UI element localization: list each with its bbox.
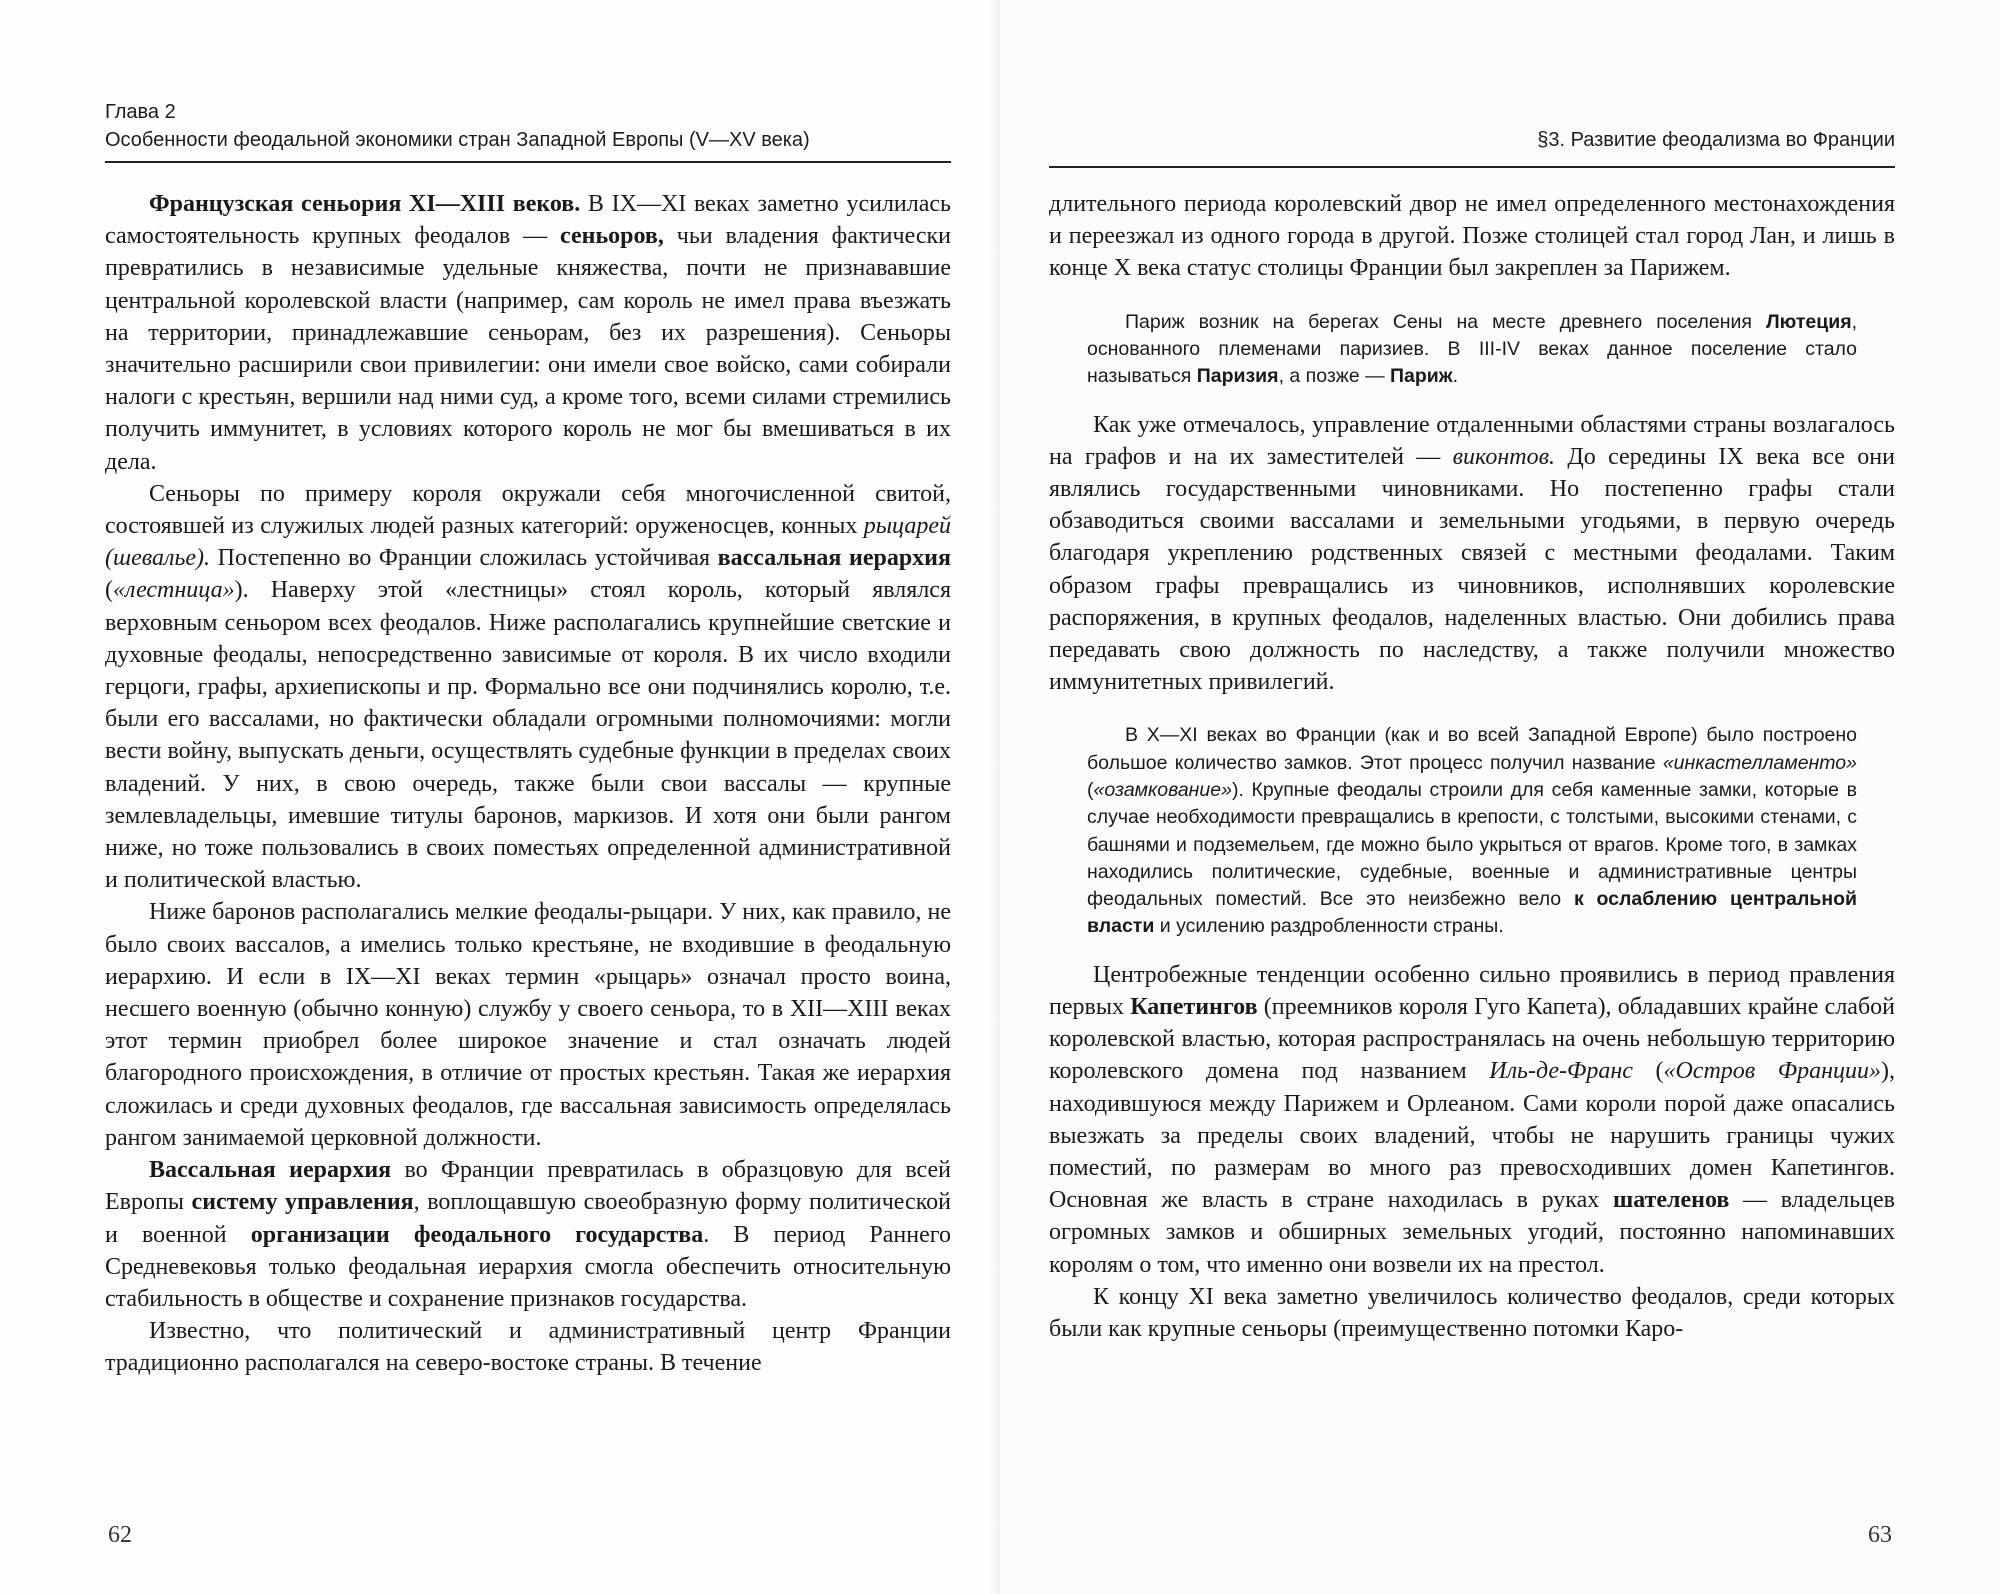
header-rule (1049, 166, 1895, 168)
bold-term: Лютеция (1765, 310, 1852, 333)
text-run: В IX—XI веках заметно усилилась самостоятельность крупных феодалов — (105, 191, 951, 250)
italic-term: рыцарей (шевалье). (105, 513, 951, 572)
text-run: ), находившуюся между Парижем и Орлеаном. Сами короли порой даже опасались выезжать за пределы своих владений, чтобы не нарушить границы чужих поместий, по размерам во много раз превосходивших домен Капетингов. Основная же власть в стране находилась в руках (1049, 1058, 1895, 1214)
text-run: (преемников короля Гуго Капета), обладавших крайне слабой королевской властью, которая распространялась на очень небольшую территорию королевского домена под названием (1049, 993, 1895, 1085)
paragraph (1049, 1281, 1895, 1345)
text-run: ( (1087, 778, 1094, 801)
text-run: , воплощавшую своеобразную форму политической и военной (105, 1189, 951, 1248)
page-number: 63 (1868, 1522, 1892, 1548)
note-text (1087, 309, 1857, 391)
text-run: К концу XI века заметно увеличилось количество феодалов, среди которых были как крупные сеньоры (преимущественно потомки Каро- (1049, 1283, 1895, 1342)
bold-term: Паризия (1196, 365, 1279, 388)
text-run: и усилению раздробленности страны. (1154, 915, 1504, 938)
text-run: . В период Раннего Средневековья только феодальная иерархия смогла обеспечить относительную стабильность в обществе и сохранение признаков государства. (105, 1221, 951, 1312)
paragraph (105, 896, 951, 1154)
sidebar-note (1087, 309, 1857, 391)
bold-term: Французская сеньория XI—XIII веков. (149, 191, 581, 217)
text-run: , основанного племенами паризиев. В III-IV веках данное поселение стало называться (1087, 310, 1857, 388)
paragraph (1049, 188, 1895, 285)
bold-term: сеньоров, (560, 223, 664, 250)
bold-term: к ослаблению центральной власти (1087, 888, 1857, 938)
section-title: §3. Развитие феодализма во Франции (1537, 129, 1895, 151)
paragraph (105, 1315, 951, 1379)
italic-term: «лестница» (113, 577, 235, 604)
right-page (1000, 0, 2000, 1594)
sidebar-note (1087, 722, 1857, 940)
bold-term: систему управления (191, 1189, 414, 1216)
chapter-label: Глава 2 (105, 101, 176, 123)
left-text-column (105, 188, 951, 1380)
right-text-column (1049, 188, 1895, 1345)
text-run: чьи владения фактически превратились в независимые удельные княжества, почти не признававшие центральной королевской власти (например, сам король не имел права въезжать на территории, принадлежавшие сеньорам, без их разрешения). Сеньоры значительно расширили свои привилегии: они имели свое войско, сами собирали налоги с крестьян, вершили над ними суд, а кроме того, всеми силами стремились получить иммунитет, в условиях которого король не мог бы вмешиваться в их дела. (105, 223, 952, 475)
text-run: ). Наверху этой «лестницы» стоял король, который являлся верховным сеньором всех феодалов. Ниже располагались крупнейшие светские и духовные феодалы, непосредственно зависимые от короля. В их число входили герцоги, графы, архиепископы и пр. Формально все они подчинялись королю, т.е. были его вассалами, но фактически обладали огромными полномочиями: могли вести войну, выпускать деньги, осуществлять судебные функции в пределах своих владений. У них, в свою очередь, также были свои вассалы — крупные землевладельцы, имевшие титулы баронов, маркизов. И хотя они были рангом ниже, но тоже пользовались в своих поместьях определенной административной и политической властью. (105, 577, 951, 894)
italic-term: виконтов. (1452, 443, 1556, 470)
text-run: Центробежные тенденции особенно сильно проявились в период правления первых (1049, 961, 1895, 1020)
text-run: длительного периода королевский двор не имел определенного местонахождения и переезжал из одного города в другой. Позже столицей стал город Лан, и лишь в конце X века статус столицы Франции был закреплен за Парижем. (1049, 191, 1895, 282)
bold-term: шателенов (1612, 1187, 1730, 1214)
text-run: ( (1632, 1058, 1664, 1085)
text-run: — владельцев огромных замков и обширных земельных угодий, постоянно напоминавших королям о том, что именно они возвели их на престол. (1049, 1187, 1895, 1278)
bold-term: Вассальная иерархия (149, 1157, 392, 1184)
text-run: Ниже баронов располагались мелкие феодалы-рыцари. У них, как правило, не было своих вассалов, а имелись только крестьяне, не входившие в феодальную иерархию. И если в IX—XI веках термин «рыцарь» означал просто воина, несшего военную (обычно конную) службу у своего сеньора, то в XII—XIII веках этот термин приобрел более широкое значение и стал означать людей благородного происхождения, в отличие от простых крестьян. Такая же иерархия сложилась и среди духовных феодалов, где вассальная зависимость определялась рангом занимаемой церковной должности. (105, 899, 951, 1151)
bold-term: вассальная иерархия (717, 545, 951, 572)
paragraph (105, 188, 951, 478)
text-run: Известно, что политический и административный центр Франции традиционно располагался на северо-востоке страны. В течение (105, 1318, 951, 1377)
text-run: Постепенно во Франции сложилась устойчивая (210, 545, 718, 572)
chapter-title: Особенности феодальной экономики стран Западной Европы (V—XV века) (105, 129, 810, 151)
italic-term: «инкастелламенто» (1662, 751, 1857, 774)
header-rule (105, 161, 951, 163)
text-run: В X—XI веках во Франции (как и во всей Западной Европе) было построено большое количество замков. Этот процесс получил название (1087, 724, 1857, 774)
italic-term: Иль-де-Франс (1489, 1058, 1633, 1085)
bold-term: Париж (1390, 365, 1453, 388)
text-run: . (1452, 365, 1459, 388)
bold-term: Капетингов (1130, 993, 1258, 1020)
text-run: Париж возник на берегах Сены на месте древнего поселения (1125, 310, 1766, 333)
paragraph (1049, 409, 1895, 699)
text-run: ). Крупные феодалы строили для себя каменные замки, которые в случае необходимости превращались в крепости, с толстыми, высокими стенами, с башнями и подземельем, где можно было укрыться от врагов. Кроме того, в замках находились политические, судебные, военные и административные центры феодальных поместий. Все это неизбежно вело (1087, 778, 1857, 911)
paragraph (1049, 959, 1895, 1281)
text-run: Как уже отмечалось, управление отдаленными областями страны возлагалось на графов и на их заместителей — (1049, 411, 1895, 470)
bold-term: организации феодального государства (250, 1221, 704, 1248)
text-run: Сеньоры по примеру короля окружали себя многочисленной свитой, состоявшей из служилых людей разных категорий: оруженосцев, конных (105, 480, 951, 540)
italic-term: «Остров Франции» (1663, 1058, 1881, 1085)
page-number: 62 (108, 1522, 132, 1548)
text-run: ( (105, 577, 113, 604)
note-text (1087, 722, 1857, 940)
text-run: До середины IX века все они являлись государственными чиновниками. Но постепенно графы стали обзаводиться своими вассалами и земельными угодьями, в первую очередь благодаря укреплению родственных связей с местными феодалами. Таким образом графы превращались из чиновников, исполнявших королевские распоряжения, в крупных феодалов, наделенных властью. Они добились права передавать свою должность по наследству, а также получили множество иммунитетных привилегий. (1049, 443, 1895, 696)
paragraph (105, 478, 951, 897)
text-run: во Франции превратилась в образцовую для всей Европы (105, 1157, 951, 1216)
text-run: , а позже — (1278, 365, 1391, 388)
paragraph (105, 1154, 951, 1315)
italic-term: «озамкование» (1093, 778, 1232, 801)
